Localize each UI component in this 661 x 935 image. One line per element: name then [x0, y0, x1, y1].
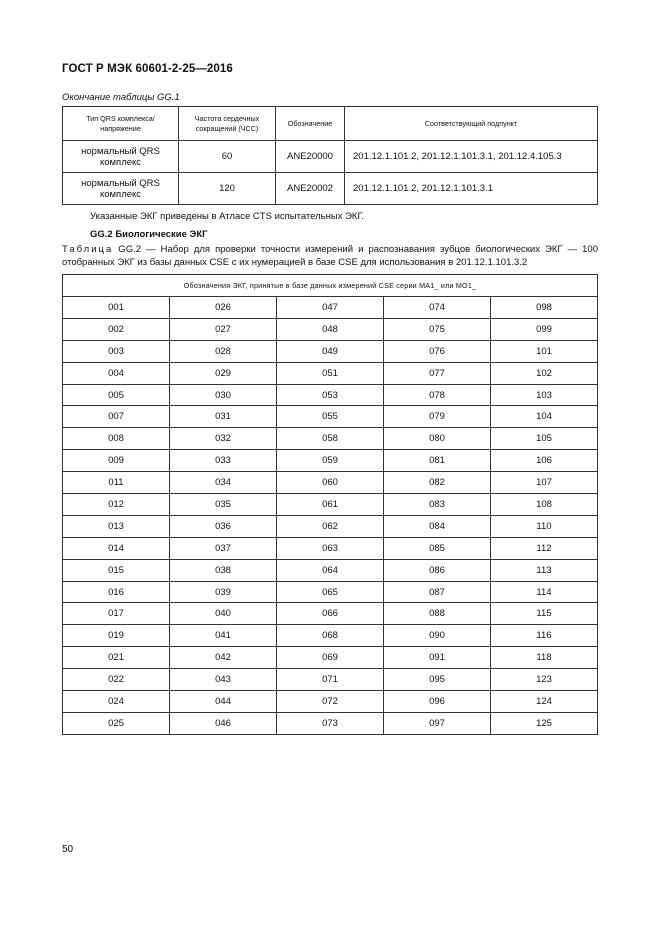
ecg-id-cell: 029 [170, 362, 277, 384]
table-row [63, 297, 598, 319]
ecg-id-cell: 061 [277, 494, 384, 516]
ecg-id-cell: 026 [170, 297, 277, 319]
cell-qrs-type: нормальный QRS комплекс [63, 173, 179, 205]
ecg-id-cell: 036 [170, 515, 277, 537]
column-header-qrs-type: Тип QRS комплекса/ напряжение [63, 107, 179, 141]
ecg-id-cell: 069 [277, 647, 384, 669]
column-header-subclause: Соответствующий подпункт [345, 107, 598, 141]
ecg-id-cell: 102 [491, 362, 598, 384]
column-header-designation: Обозначение [276, 107, 345, 141]
ecg-id-cell: 001 [63, 297, 170, 319]
ecg-id-cell: 060 [277, 472, 384, 494]
ecg-id-cell: 038 [170, 559, 277, 581]
ecg-id-cell: 022 [63, 669, 170, 691]
ecg-id-cell: 035 [170, 494, 277, 516]
ecg-id-cell: 076 [384, 340, 491, 362]
ecg-id-cell: 058 [277, 428, 384, 450]
ecg-id-cell: 011 [63, 472, 170, 494]
ecg-id-cell: 065 [277, 581, 384, 603]
ecg-id-cell: 118 [491, 647, 598, 669]
ecg-id-cell: 008 [63, 428, 170, 450]
table-gg1-continuation-caption: Окончание таблицы GG.1 [62, 92, 180, 103]
ecg-id-cell: 042 [170, 647, 277, 669]
cell-designation: ANE20002 [276, 173, 345, 205]
ecg-id-cell: 086 [384, 559, 491, 581]
ecg-id-cell: 040 [170, 603, 277, 625]
ecg-id-cell: 019 [63, 625, 170, 647]
ecg-id-cell: 096 [384, 691, 491, 713]
ecg-id-cell: 108 [491, 494, 598, 516]
ecg-id-cell: 004 [63, 362, 170, 384]
table-header-row [63, 107, 598, 141]
ecg-id-cell: 080 [384, 428, 491, 450]
ecg-id-cell: 083 [384, 494, 491, 516]
ecg-id-cell: 105 [491, 428, 598, 450]
ecg-id-cell: 084 [384, 515, 491, 537]
ecg-id-cell: 031 [170, 406, 277, 428]
table-row [63, 494, 598, 516]
cell-heart-rate: 120 [179, 173, 276, 205]
ecg-id-cell: 095 [384, 669, 491, 691]
table-gg2-caption [62, 243, 598, 269]
table-row [63, 647, 598, 669]
ecg-id-cell: 044 [170, 691, 277, 713]
ecg-id-cell: 116 [491, 625, 598, 647]
table-row [63, 384, 598, 406]
table-row [63, 669, 598, 691]
table-row [63, 450, 598, 472]
table-header-row [63, 275, 598, 297]
ecg-id-cell: 112 [491, 537, 598, 559]
ecg-id-cell: 077 [384, 362, 491, 384]
table-row [63, 691, 598, 713]
ecg-id-cell: 087 [384, 581, 491, 603]
ecg-id-cell: 003 [63, 340, 170, 362]
table-caption-text: GG.2 — Набор для проверки точности измерений и распознавания зубцов биологических ЭКГ — 100 отобранных ЭКГ из базы данных CSE с их нумерацией в базе CSE для использования в 201.12.1.101.3.2 [62, 244, 598, 268]
ecg-id-cell: 063 [277, 537, 384, 559]
ecg-id-cell: 098 [491, 297, 598, 319]
ecg-id-cell: 005 [63, 384, 170, 406]
table-row [63, 472, 598, 494]
ecg-id-cell: 013 [63, 515, 170, 537]
ecg-id-cell: 071 [277, 669, 384, 691]
ecg-id-cell: 039 [170, 581, 277, 603]
ecg-id-cell: 034 [170, 472, 277, 494]
cell-subclause: 201.12.1.101.2, 201.12.1.101.3.1, 201.12.4.105.3 [345, 141, 598, 173]
ecg-id-cell: 021 [63, 647, 170, 669]
table-row [63, 712, 598, 734]
ecg-id-cell: 055 [277, 406, 384, 428]
ecg-id-cell: 046 [170, 712, 277, 734]
table-row [63, 428, 598, 450]
cell-qrs-type: нормальный QRS комплекс [63, 141, 179, 173]
ecg-id-cell: 088 [384, 603, 491, 625]
table-row [63, 173, 598, 205]
ecg-id-cell: 115 [491, 603, 598, 625]
ecg-id-cell: 124 [491, 691, 598, 713]
document-header: ГОСТ Р МЭК 60601-2-25—2016 [62, 63, 233, 75]
ecg-id-cell: 002 [63, 318, 170, 340]
ecg-id-cell: 081 [384, 450, 491, 472]
table-row [63, 515, 598, 537]
ecg-id-cell: 073 [277, 712, 384, 734]
ecg-id-cell: 015 [63, 559, 170, 581]
column-header-cse-designations: Обозначения ЭКГ, принятые в базе данных измерений CSE серии MA1_ или MO1_ [63, 275, 598, 297]
ecg-id-cell: 017 [63, 603, 170, 625]
ecg-id-cell: 091 [384, 647, 491, 669]
ecg-id-cell: 025 [63, 712, 170, 734]
table-row [63, 625, 598, 647]
ecg-id-cell: 049 [277, 340, 384, 362]
ecg-id-cell: 074 [384, 297, 491, 319]
ecg-id-cell: 078 [384, 384, 491, 406]
ecg-id-cell: 114 [491, 581, 598, 603]
ecg-id-cell: 032 [170, 428, 277, 450]
table-gg2 [62, 274, 598, 735]
ecg-id-cell: 110 [491, 515, 598, 537]
ecg-id-cell: 068 [277, 625, 384, 647]
ecg-id-cell: 097 [384, 712, 491, 734]
cell-designation: ANE20000 [276, 141, 345, 173]
section-heading: GG.2 Биологические ЭКГ [90, 229, 208, 240]
ecg-id-cell: 066 [277, 603, 384, 625]
ecg-id-cell: 113 [491, 559, 598, 581]
table-gg1 [62, 106, 598, 205]
ecg-id-cell: 107 [491, 472, 598, 494]
table-row [63, 537, 598, 559]
ecg-id-cell: 059 [277, 450, 384, 472]
ecg-id-cell: 123 [491, 669, 598, 691]
ecg-id-cell: 043 [170, 669, 277, 691]
ecg-id-cell: 030 [170, 384, 277, 406]
table-row [63, 340, 598, 362]
ecg-id-cell: 007 [63, 406, 170, 428]
ecg-id-cell: 024 [63, 691, 170, 713]
ecg-id-cell: 079 [384, 406, 491, 428]
ecg-id-cell: 027 [170, 318, 277, 340]
table-label: Таблица [62, 244, 114, 255]
ecg-id-cell: 103 [491, 384, 598, 406]
ecg-id-cell: 009 [63, 450, 170, 472]
table-row [63, 559, 598, 581]
ecg-id-cell: 090 [384, 625, 491, 647]
ecg-id-cell: 048 [277, 318, 384, 340]
table-row [63, 141, 598, 173]
cell-heart-rate: 60 [179, 141, 276, 173]
table-row [63, 603, 598, 625]
ecg-id-cell: 016 [63, 581, 170, 603]
ecg-id-cell: 099 [491, 318, 598, 340]
ecg-id-cell: 033 [170, 450, 277, 472]
ecg-id-cell: 053 [277, 384, 384, 406]
ecg-id-cell: 014 [63, 537, 170, 559]
ecg-id-cell: 062 [277, 515, 384, 537]
ecg-id-cell: 012 [63, 494, 170, 516]
ecg-id-cell: 072 [277, 691, 384, 713]
cell-subclause: 201.12.1.101.2, 201.12.1.101.3.1 [345, 173, 598, 205]
ecg-id-cell: 085 [384, 537, 491, 559]
column-header-heart-rate: Частота сердечных сокращений (ЧСС) [179, 107, 276, 141]
ecg-id-cell: 075 [384, 318, 491, 340]
ecg-id-cell: 037 [170, 537, 277, 559]
ecg-id-cell: 041 [170, 625, 277, 647]
ecg-id-cell: 101 [491, 340, 598, 362]
table-row [63, 581, 598, 603]
ecg-id-cell: 064 [277, 559, 384, 581]
ecg-id-cell: 028 [170, 340, 277, 362]
ecg-id-cell: 125 [491, 712, 598, 734]
ecg-id-cell: 104 [491, 406, 598, 428]
table-row [63, 362, 598, 384]
table-row [63, 406, 598, 428]
table-row [63, 318, 598, 340]
ecg-id-cell: 106 [491, 450, 598, 472]
ecg-id-cell: 082 [384, 472, 491, 494]
ecg-id-cell: 051 [277, 362, 384, 384]
page-number: 50 [62, 844, 74, 855]
ecg-id-cell: 047 [277, 297, 384, 319]
atlas-note: Указанные ЭКГ приведены в Атласе CTS испытательных ЭКГ. [90, 211, 365, 222]
